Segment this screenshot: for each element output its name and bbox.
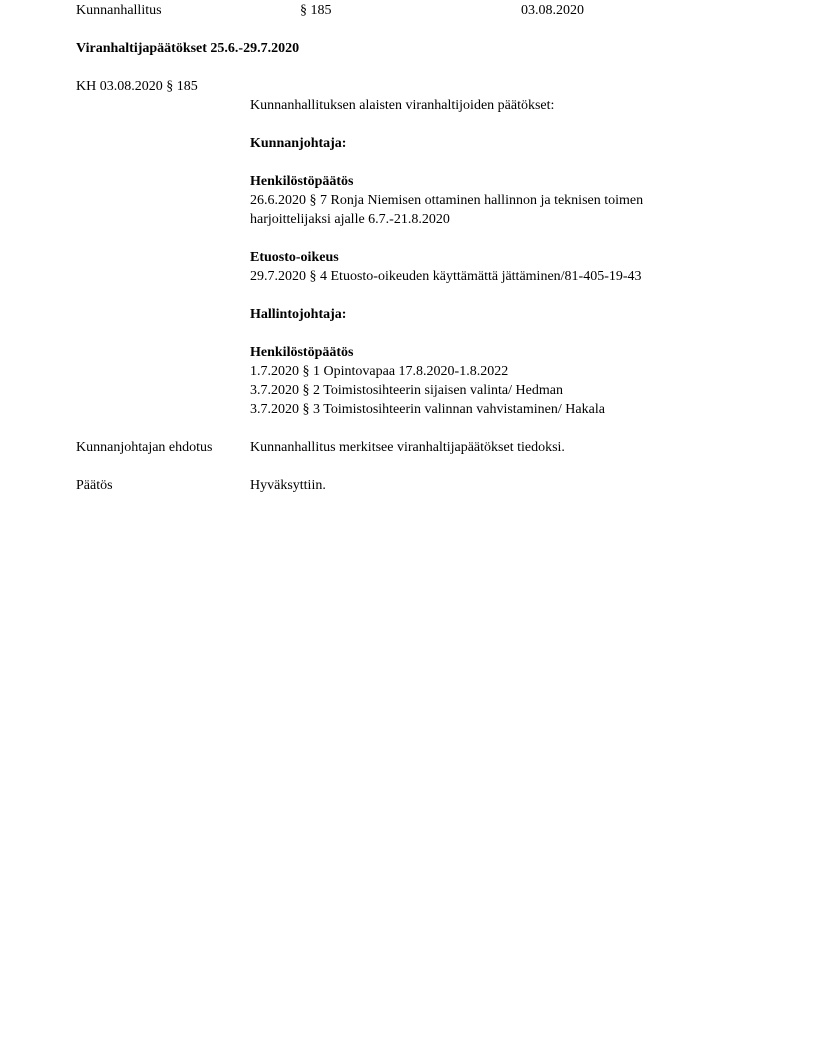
header-date: 03.08.2020 <box>521 3 584 18</box>
group-heading-kunnanjohtaja: Kunnanjohtaja: <box>250 136 347 151</box>
proposal-label: Kunnanjohtajan ehdotus <box>76 440 213 455</box>
decisions-body <box>250 96 770 419</box>
category-heading: Henkilöstöpäätös <box>250 345 354 360</box>
proposal-text: Kunnanhallitus merkitsee viranhaltijapäätökset tiedoksi. <box>250 440 565 455</box>
header-body: Kunnanhallitus <box>76 3 162 18</box>
category-heading: Etuosto-oikeus <box>250 250 339 265</box>
decision-line: 3.7.2020 § 3 Toimistosihteerin valinnan vahvistaminen/ Hakala <box>250 402 605 417</box>
header-section: § 185 <box>300 3 332 18</box>
reference-line: KH 03.08.2020 § 185 <box>76 79 198 94</box>
decision-line: 3.7.2020 § 2 Toimistosihteerin sijaisen valinta/ Hedman <box>250 383 563 398</box>
document-title: Viranhaltijapäätökset 25.6.-29.7.2020 <box>76 41 300 56</box>
intro-text: Kunnanhallituksen alaisten viranhaltijoiden päätökset: <box>250 98 555 113</box>
decision-text: Hyväksyttiin. <box>250 478 326 493</box>
decision-line: 29.7.2020 § 4 Etuosto-oikeuden käyttämättä jättäminen/81-405-19-43 <box>250 269 642 284</box>
group-heading-hallintojohtaja: Hallintojohtaja: <box>250 307 347 322</box>
category-heading: Henkilöstöpäätös <box>250 174 354 189</box>
decision-line: 1.7.2020 § 1 Opintovapaa 17.8.2020-1.8.2022 <box>250 364 509 379</box>
decision-label: Päätös <box>76 478 113 493</box>
decision-line: harjoittelijaksi ajalle 6.7.-21.8.2020 <box>250 212 450 227</box>
decision-line: 26.6.2020 § 7 Ronja Niemisen ottaminen hallinnon ja teknisen toimen <box>250 193 644 208</box>
